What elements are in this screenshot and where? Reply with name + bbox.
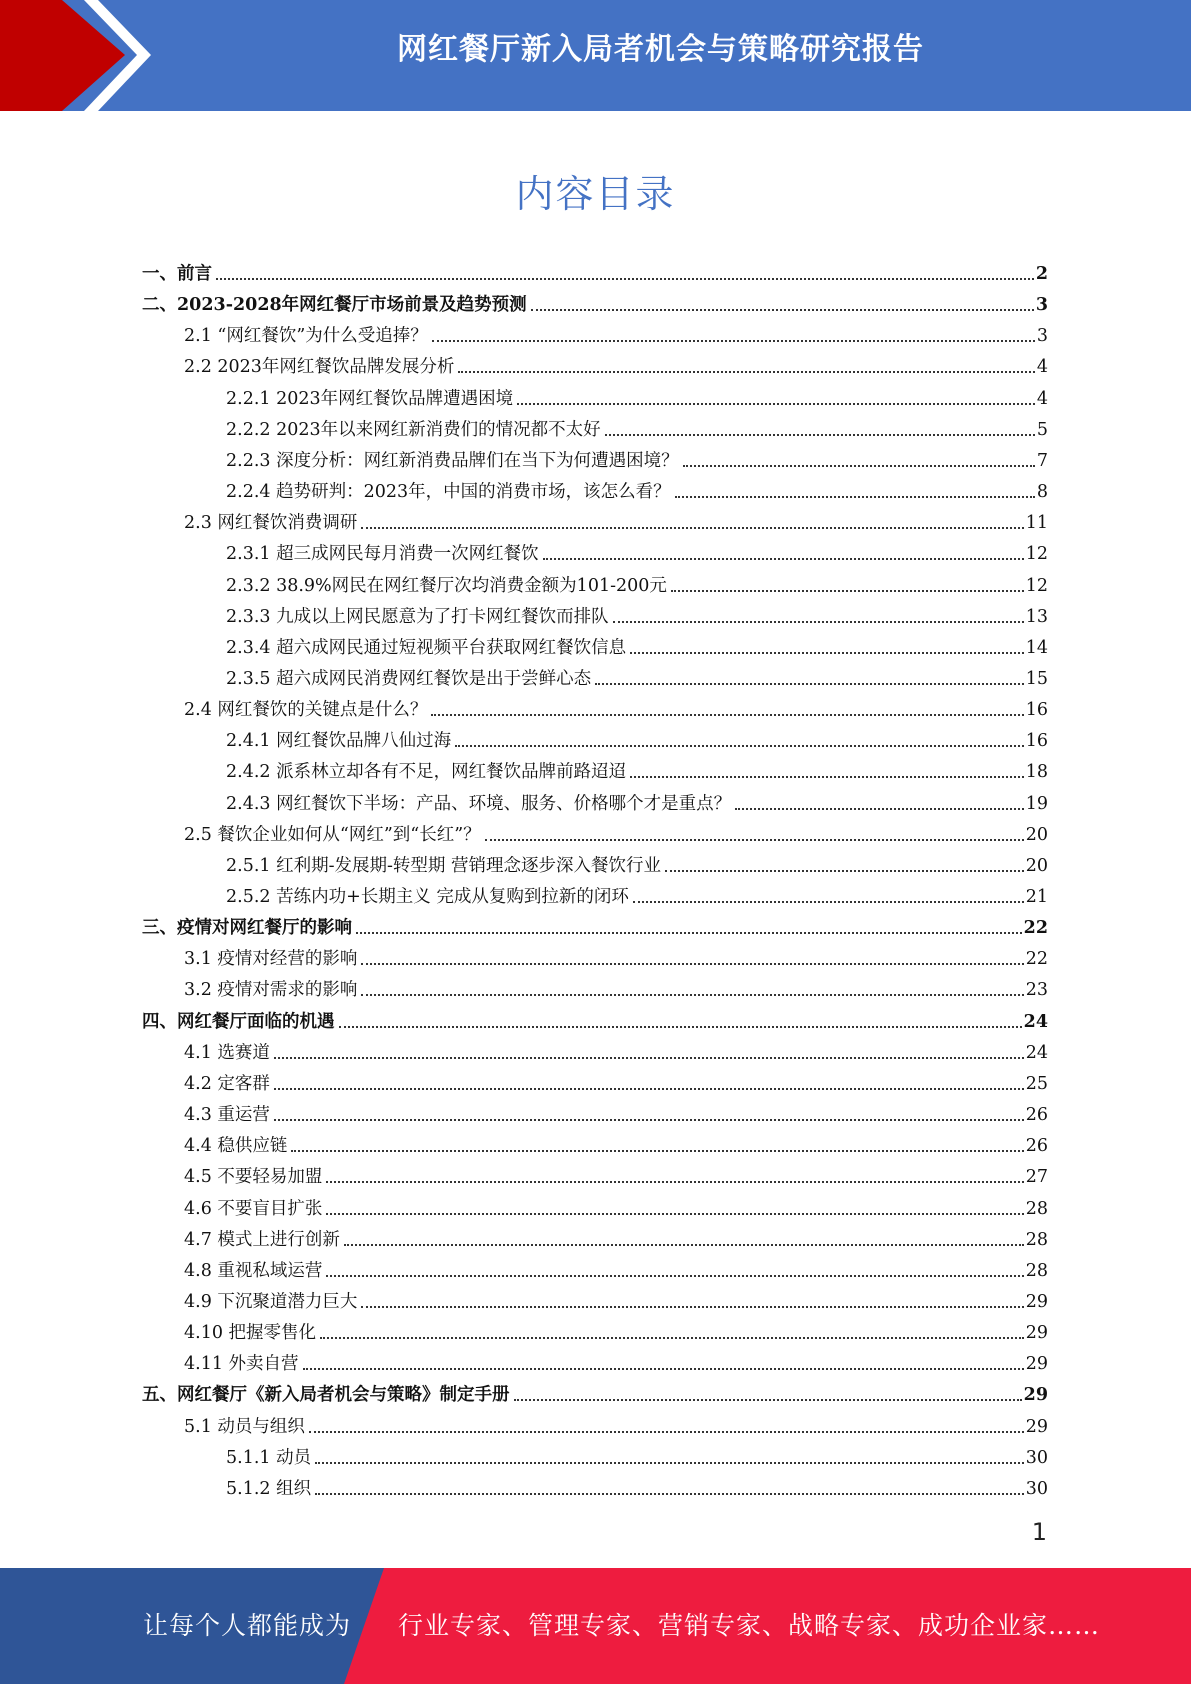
toc-entry-title: 2.2 2023年网红餐饮品牌发展分析 (184, 357, 455, 378)
toc-entry-page: 26 (1025, 1136, 1048, 1157)
toc-entry[interactable] (226, 566, 1048, 597)
toc-dot-leader (455, 745, 1024, 747)
toc-entry[interactable] (184, 1220, 1048, 1251)
toc-entry-page: 19 (1025, 793, 1048, 814)
toc-entry[interactable] (184, 1313, 1048, 1344)
footer-banner (0, 1568, 1191, 1684)
toc-entry-page: 12 (1025, 544, 1048, 565)
toc-entry[interactable] (184, 1126, 1048, 1157)
toc-entry-page: 16 (1025, 731, 1048, 752)
toc-entry-page: 7 (1036, 450, 1048, 471)
toc-entry-page: 25 (1025, 1073, 1048, 1094)
toc-dot-leader (274, 1057, 1024, 1059)
toc-entry-page: 21 (1025, 887, 1048, 907)
toc-entry[interactable] (226, 1469, 1048, 1500)
toc-entry-title: 五、网红餐厅《新入局者机会与策略》制定手册 (142, 1385, 510, 1406)
toc-dot-leader (431, 714, 1023, 716)
toc-entry-title: 4.6 不要盲目扩张 (184, 1198, 323, 1219)
toc-entry-title: 3.1 疫情对经营的影响 (184, 949, 358, 970)
toc-entry[interactable] (184, 1189, 1048, 1220)
toc-entry-page: 27 (1025, 1167, 1048, 1188)
toc-entry-title: 2.4.2 派系林立却各有不足，网红餐饮品牌前路迢迢 (226, 762, 627, 783)
toc-entry-page: 4 (1036, 388, 1048, 409)
toc-entry-title: 2.4.1 网红餐饮品牌八仙过海 (226, 731, 452, 752)
toc-entry-title: 2.3.3 九成以上网民愿意为了打卡网红餐饮而排队 (226, 606, 609, 627)
toc-dot-leader (320, 1337, 1024, 1339)
toc-entry[interactable] (226, 534, 1048, 565)
toc-entry-title: 四、网红餐厅面临的机遇 (142, 1011, 335, 1032)
toc-dot-leader (432, 340, 1035, 342)
toc-dot-leader (361, 527, 1023, 529)
toc-entry[interactable] (142, 908, 1048, 939)
toc-dot-leader (291, 1150, 1023, 1152)
toc-entry-page: 11 (1025, 513, 1048, 534)
toc-entry-title: 4.11 外卖自营 (184, 1354, 299, 1375)
toc-dot-leader (326, 1275, 1023, 1277)
toc-dot-leader (315, 1493, 1024, 1495)
toc-entry-title: 3.2 疫情对需求的影响 (184, 980, 358, 1001)
toc-entry[interactable] (184, 503, 1048, 534)
toc-dot-leader (216, 278, 1034, 280)
toc-dot-leader (326, 1213, 1023, 1215)
toc-entry-page: 29 (1025, 1416, 1048, 1437)
toc-dot-leader (361, 994, 1023, 996)
toc-entry[interactable] (142, 1375, 1048, 1406)
toc-entry-page: 28 (1025, 1260, 1048, 1281)
toc-entry[interactable] (226, 752, 1048, 783)
toc-dot-leader (309, 1431, 1024, 1433)
toc-dot-leader (361, 963, 1023, 965)
toc-entry[interactable] (184, 1344, 1048, 1375)
toc-entry-page: 2 (1035, 264, 1048, 284)
toc-entry-page: 29 (1025, 1291, 1048, 1312)
toc-entry-page: 24 (1023, 1011, 1048, 1032)
toc-dot-leader (274, 1088, 1024, 1090)
toc-dot-leader (326, 1181, 1023, 1183)
toc-entry-page: 20 (1025, 855, 1048, 876)
toc-entry-page: 16 (1025, 700, 1048, 721)
toc-entry-page: 12 (1025, 575, 1048, 596)
toc-entry-title: 4.5 不要轻易加盟 (184, 1167, 323, 1188)
toc-dot-leader (665, 870, 1024, 872)
toc-entry-title: 2.3.2 38.9%网民在网红餐厅次均消费金额为101-200元 (226, 575, 667, 596)
toc-entry[interactable] (226, 628, 1048, 659)
toc-entry-page: 20 (1025, 824, 1048, 845)
toc-entry-page: 13 (1025, 606, 1048, 627)
toc-entry[interactable] (226, 1438, 1048, 1469)
header-bar (0, 0, 1191, 111)
toc-entry-title: 二、2023-2028年网红餐厅市场前景及趋势预测 (142, 295, 527, 316)
toc-entry[interactable] (184, 815, 1048, 846)
toc-entry-title: 5.1.2 组织 (226, 1478, 312, 1499)
toc-dot-leader (514, 1399, 1022, 1401)
toc-entry[interactable] (184, 690, 1048, 721)
report-title: 网红餐厅新入局者机会与策略研究报告 (397, 32, 924, 67)
toc-entry[interactable] (226, 784, 1048, 815)
toc-dot-leader (361, 1306, 1023, 1308)
toc-dot-leader (613, 621, 1024, 623)
toc-dot-leader (531, 309, 1034, 311)
toc-entry[interactable] (184, 316, 1048, 347)
toc-entry-title: 2.5 餐饮企业如何从“网红”到“长红”？ (184, 824, 481, 845)
toc-entry[interactable] (226, 379, 1048, 410)
toc-entry[interactable] (184, 1033, 1048, 1064)
toc-entry-page: 28 (1025, 1229, 1048, 1250)
toc-entry[interactable] (226, 846, 1048, 877)
toc-entry[interactable] (226, 597, 1048, 628)
toc-dot-leader (735, 808, 1024, 810)
toc-entry-page: 29 (1025, 1323, 1048, 1344)
footer-slogan-right: 行业专家、管理专家、营销专家、战略专家、成功企业家…… (398, 1611, 1101, 1640)
toc-entry-page: 8 (1036, 482, 1048, 503)
toc-entry-page: 5 (1036, 419, 1048, 440)
toc-entry[interactable] (184, 1095, 1048, 1126)
toc-entry-page: 23 (1025, 980, 1048, 1001)
toc-entry-page: 4 (1036, 357, 1048, 378)
toc-entry-title: 5.1.1 动员 (226, 1447, 312, 1468)
toc-entry[interactable] (226, 721, 1048, 752)
toc-entry-page: 30 (1025, 1478, 1048, 1499)
toc-entry-title: 4.4 稳供应链 (184, 1136, 288, 1157)
toc-dot-leader (303, 1368, 1024, 1370)
toc-entry-page: 22 (1025, 949, 1048, 970)
toc-entry-page: 29 (1023, 1385, 1048, 1406)
toc-entry[interactable] (184, 1407, 1048, 1438)
toc-entry-page: 26 (1025, 1105, 1048, 1126)
toc-dot-leader (630, 776, 1024, 778)
toc-entry[interactable] (184, 1282, 1048, 1313)
toc-entry-page: 28 (1025, 1198, 1048, 1219)
toc-dot-leader (683, 465, 1035, 467)
toc-entry-title: 4.9 下沉聚道潜力巨大 (184, 1291, 358, 1312)
toc-dot-leader (274, 1119, 1024, 1121)
toc-dot-leader (339, 1026, 1022, 1028)
toc-entry-page: 30 (1025, 1447, 1048, 1468)
toc-entry-page: 3 (1036, 326, 1048, 347)
toc-entry-title: 5.1 动员与组织 (184, 1416, 305, 1437)
toc-entry[interactable] (184, 347, 1048, 378)
toc-entry[interactable] (184, 1251, 1048, 1282)
toc-dot-leader (315, 1462, 1024, 1464)
toc-entry-title: 4.8 重视私域运营 (184, 1260, 323, 1281)
toc-entry-title: 2.3.4 超六成网民通过短视频平台获取网红餐饮信息 (226, 637, 627, 658)
toc-entry[interactable] (184, 970, 1048, 1001)
toc-entry-title: 4.7 模式上进行创新 (184, 1229, 340, 1250)
toc-dot-leader (485, 839, 1024, 841)
toc-entry-page: 14 (1025, 637, 1048, 658)
toc-entry-title: 三、疫情对网红餐厅的影响 (142, 918, 352, 939)
toc-entry-page: 24 (1025, 1042, 1048, 1063)
toc-entry-title: 2.2.2 2023年以来网红新消费们的情况都不太好 (226, 419, 601, 440)
toc-entry-title: 2.2.3 深度分析：网红新消费品牌们在当下为何遭遇困境？ (226, 450, 679, 471)
toc-entry-title: 4.10 把握零售化 (184, 1323, 317, 1344)
toc-entry-title: 2.4 网红餐饮的关键点是什么？ (184, 700, 428, 721)
toc-entry[interactable] (142, 285, 1048, 316)
toc-entry-title: 2.5.1 红利期-发展期-转型期 营销理念逐步深入餐饮行业 (226, 855, 661, 876)
toc-entry-title: 2.3 网红餐饮消费调研 (184, 513, 358, 534)
toc-dot-leader (517, 403, 1035, 405)
toc-dot-leader (633, 901, 1024, 903)
toc-entry-title: 2.1 “网红餐饮”为什么受追捧？ (184, 326, 428, 347)
toc-entry[interactable] (184, 1157, 1048, 1188)
toc-entry-title: 4.1 选赛道 (184, 1042, 270, 1063)
toc-entry-title: 2.2.1 2023年网红餐饮品牌遭遇困境 (226, 388, 514, 409)
toc-dot-leader (671, 590, 1024, 592)
toc-dot-leader (356, 932, 1022, 934)
toc-entry-title: 2.3.5 超六成网民消费网红餐饮是出于尝鲜心态 (226, 668, 592, 689)
toc-entry-title: 2.3.1 超三成网民每月消费一次网红餐饮 (226, 544, 539, 565)
toc-dot-leader (344, 1244, 1024, 1246)
toc-dot-leader (595, 683, 1024, 685)
toc-dot-leader (605, 434, 1035, 436)
toc-entry[interactable] (226, 877, 1048, 908)
toc-entry-page: 3 (1035, 295, 1048, 316)
toc-entry[interactable] (226, 472, 1048, 503)
page-number: 1 (1031, 1518, 1047, 1546)
toc-entry-page: 22 (1023, 918, 1048, 939)
toc-dot-leader (458, 371, 1034, 373)
toc-entry[interactable] (142, 254, 1048, 285)
toc-entry-title: 4.2 定客群 (184, 1073, 270, 1094)
toc-entry-page: 15 (1025, 668, 1048, 689)
toc-entry-title: 2.4.3 网红餐饮下半场：产品、环境、服务、价格哪个才是重点？ (226, 793, 732, 814)
toc-entry-title: 一、前言 (142, 264, 212, 284)
toc-dot-leader (675, 496, 1035, 498)
footer-slogan-left: 让每个人都能成为 (143, 1611, 352, 1640)
toc-entry-page: 29 (1025, 1354, 1048, 1375)
toc-entry-title: 2.2.4 趋势研判：2023年，中国的消费市场，该怎么看？ (226, 482, 671, 503)
toc-entry-title: 2.5.2 苦练内功+长期主义 完成从复购到拉新的闭环 (226, 887, 629, 907)
toc-dot-leader (630, 652, 1024, 654)
toc-heading: 内容目录 (515, 172, 676, 216)
toc-entry[interactable] (184, 939, 1048, 970)
toc-entry[interactable] (226, 441, 1048, 472)
toc-dot-leader (543, 558, 1024, 560)
toc-entry-title: 4.3 重运营 (184, 1105, 270, 1126)
toc-entry[interactable] (226, 659, 1048, 690)
toc-entry[interactable] (142, 1002, 1048, 1033)
toc-entry-page: 18 (1025, 762, 1048, 783)
toc-entry[interactable] (226, 410, 1048, 441)
toc-entry[interactable] (184, 1064, 1048, 1095)
